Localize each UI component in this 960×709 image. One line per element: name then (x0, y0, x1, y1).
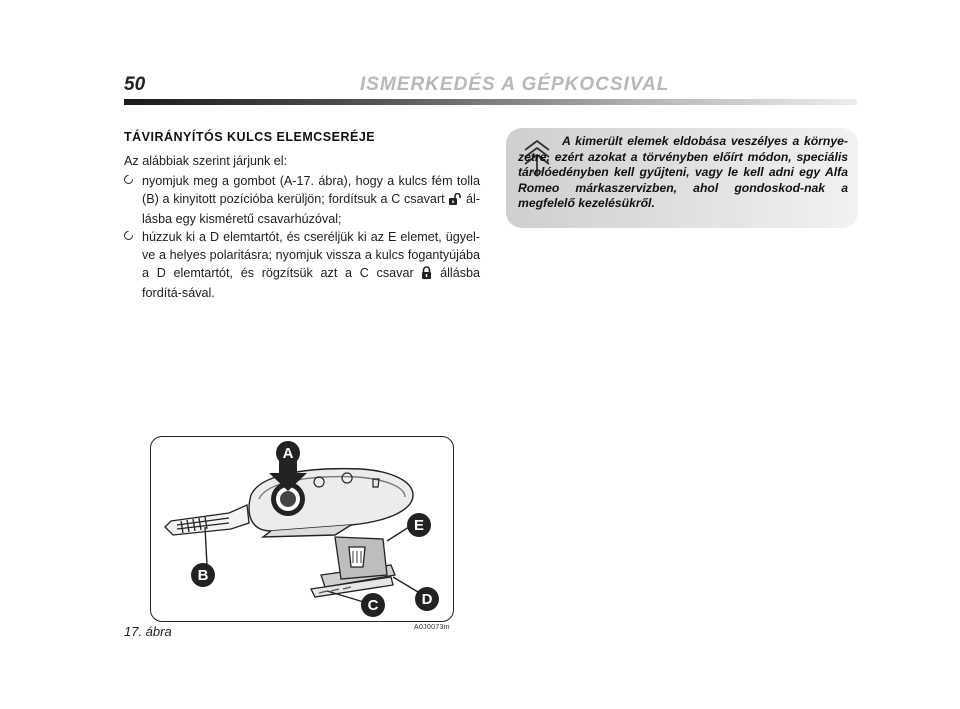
running-title: ISMERKEDÉS A GÉPKOCSIVAL (360, 74, 670, 95)
main-text-column (124, 128, 480, 302)
warning-box (506, 128, 858, 228)
figure-17 (150, 436, 454, 622)
label-b: B (197, 567, 209, 584)
header-rule (124, 99, 857, 105)
locked-padlock-icon (421, 266, 432, 284)
label-d: D (421, 591, 433, 608)
battery (335, 537, 387, 579)
bullet-icon (122, 173, 135, 186)
key-illustration (151, 437, 453, 621)
intro-text: Az alábbiak szerint járjunk el: (124, 154, 288, 168)
label-e: E (413, 517, 425, 534)
bullet-icon (122, 229, 135, 242)
figure-caption: 17. ábra (124, 624, 172, 639)
unlocked-padlock-icon (448, 192, 462, 210)
step-text-end: ál-lásba egy kisméretű csavarhúzóval; (142, 192, 480, 226)
warning-text: A kimerült elemek eldobása veszélyes a környe-zetre, ezért azokat a törvényben előírt módon, speciális tárolóedényben kell gyűjteni, vagy le kell adni egy Alfa Romeo márkaszervizben, ahol gondoskod-nak a megfelelő kezelésükről. (518, 134, 848, 210)
step-text: nyomjuk meg a gombot (A-17. ábra), hogy a kulcs fém tolla (B) a kinyitott pozícióba kerüljön; fordítsuk a C csavart (142, 174, 480, 206)
key-blade (165, 505, 249, 535)
label-c: C (367, 597, 379, 614)
step-item (124, 172, 480, 228)
figure-code: A0J0073m (414, 624, 450, 631)
step-text-end: állásba fordítá-sával. (142, 266, 481, 300)
section-title: TÁVIRÁNYÍTÓS KULCS ELEMCSERÉJE (124, 130, 376, 144)
label-a: A (282, 445, 294, 462)
step-text: húzzuk ki a D elemtartót, és cseréljük ki az E elemet, ügyel-ve a helyes polaritásra; nyomjuk vissza a kulcs fogantyújába a D elemtartót, és rögzítsük azt a C csavar (142, 230, 480, 280)
page-number: 50 (124, 74, 146, 95)
step-item (124, 228, 480, 302)
